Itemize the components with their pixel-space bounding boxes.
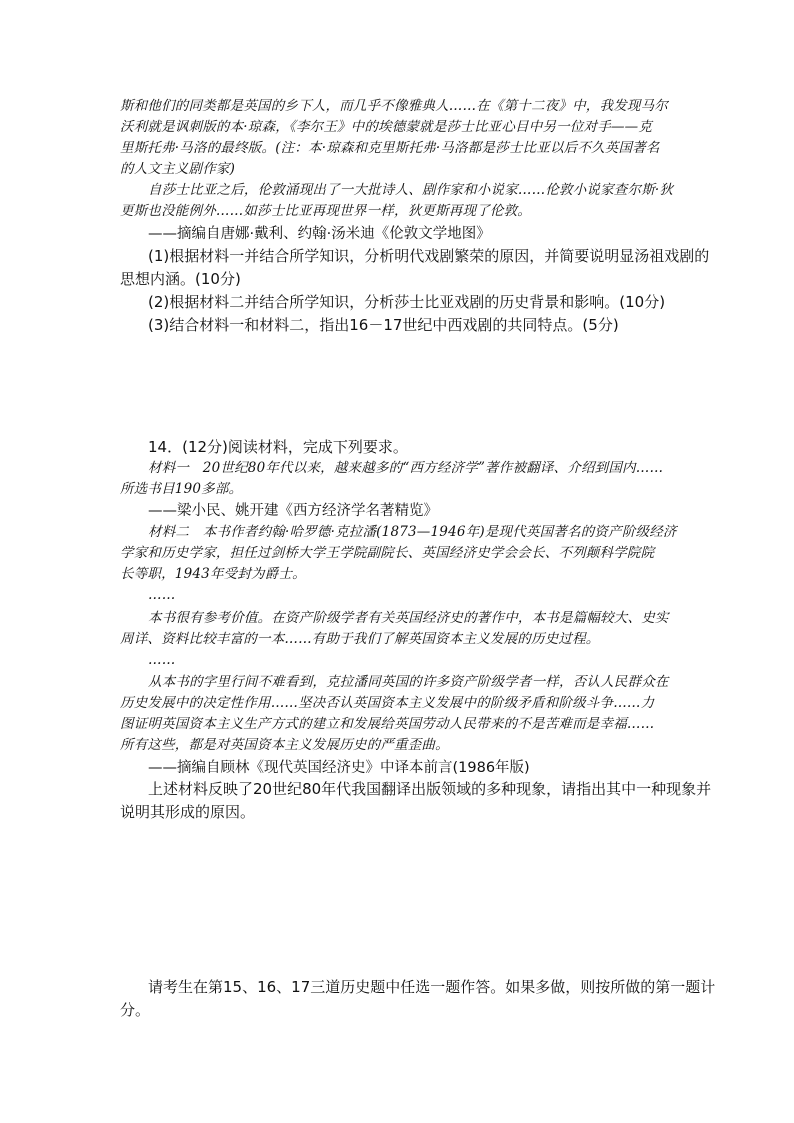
text-line: 周详、资料比较丰富的一本……有助于我们了解英国资本主义发展的历史过程。 — [120, 631, 600, 647]
text-line: 所有这些，都是对英国资本主义发展历史的严重歪曲。 — [120, 737, 449, 753]
text-line: 请考生在第15、16、17三道历史题中任选一题作答。如果多做，则按所做的第一题计 — [148, 978, 716, 996]
source-citation: ——摘编自唐娜·戴利、约翰·汤米迪《伦敦文学地图》 — [148, 226, 491, 242]
text-line: 长等职，1943年受封为爵士。 — [120, 566, 306, 582]
text-line: 图证明英国资本主义生产方式的建立和发展给英国劳动人民带来的不是苦难而是幸福…… — [120, 716, 655, 732]
text-line: 材料二 本书作者约翰·哈罗德·克拉潘(1873—1946年)是现代英国著名的资产阶级经济 — [148, 524, 677, 540]
text-line: 说明其形成的原因。 — [120, 803, 256, 821]
text-line: 斯和他们的同类都是英国的乡下人，而几乎不像雅典人……在《第十二夜》中，我发现马尔 — [120, 98, 668, 114]
question-14-header: 14．(12分)阅读材料，完成下列要求。 — [148, 438, 408, 456]
ellipsis: …… — [148, 587, 176, 603]
source-citation: ——摘编自顾林《现代英国经济史》中译本前言(1986年版) — [148, 760, 530, 776]
source-citation: ——梁小民、姚开建《西方经济学名著精览》 — [148, 503, 438, 519]
text-line: 里斯托弗·马洛的最终版。(注：本·琼森和克里斯托弗·马洛都是莎士比亚以后不久英国著名 — [120, 140, 660, 156]
ellipsis: …… — [148, 652, 176, 668]
text-line: 历史发展中的决定性作用……坚决否认英国资本主义发展中的阶级矛盾和阶级斗争……力 — [120, 695, 655, 711]
text-line: 所选书目190多部。 — [120, 481, 243, 497]
text-line: 自莎士比亚之后，伦敦涌现出了一大批诗人、剧作家和小说家……伦敦小说家查尔斯·狄 — [148, 182, 674, 198]
text-line: 材料一 20世纪80年代以来，越来越多的“西方经济学”著作被翻译、介绍到国内…… — [148, 460, 664, 476]
text-line: 的人文主义剧作家) — [120, 161, 236, 177]
text-line: 分。 — [120, 1001, 151, 1019]
question-1: (1)根据材料一并结合所学知识，分析明代戏剧繁荣的原因，并简要说明显汤祖戏剧的 — [148, 247, 710, 265]
text-line: 上述材料反映了20世纪80年代我国翻译出版领域的多种现象，请指出其中一种现象并 — [148, 780, 712, 798]
text-line: 学家和历史学家，担任过剑桥大学王学院副院长、英国经济史学会会长、不列颠科学院院 — [120, 545, 655, 561]
question-2: (2)根据材料二并结合所学知识，分析莎士比亚戏剧的历史背景和影响。(10分) — [148, 293, 666, 311]
text-line: 本书很有参考价值。在资产阶级学者有关英国经济史的著作中，本书是篇幅较大、史实 — [148, 610, 669, 626]
question-1-cont: 思想内涵。(10分) — [120, 270, 241, 288]
question-3: (3)结合材料一和材料二，指出16－17世纪中西戏剧的共同特点。(5分) — [148, 316, 619, 334]
text-line: 更斯也没能例外……如莎士比亚再现世界一样，狄更斯再现了伦敦。 — [120, 203, 531, 219]
text-line: 沃利就是讽刺版的本·琼森，《李尔王》中的埃德蒙就是莎士比亚心目中另一位对手——克 — [120, 119, 653, 135]
text-line: 从本书的字里行间不难看到，克拉潘同英国的许多资产阶级学者一样，否认人民群众在 — [148, 674, 669, 690]
